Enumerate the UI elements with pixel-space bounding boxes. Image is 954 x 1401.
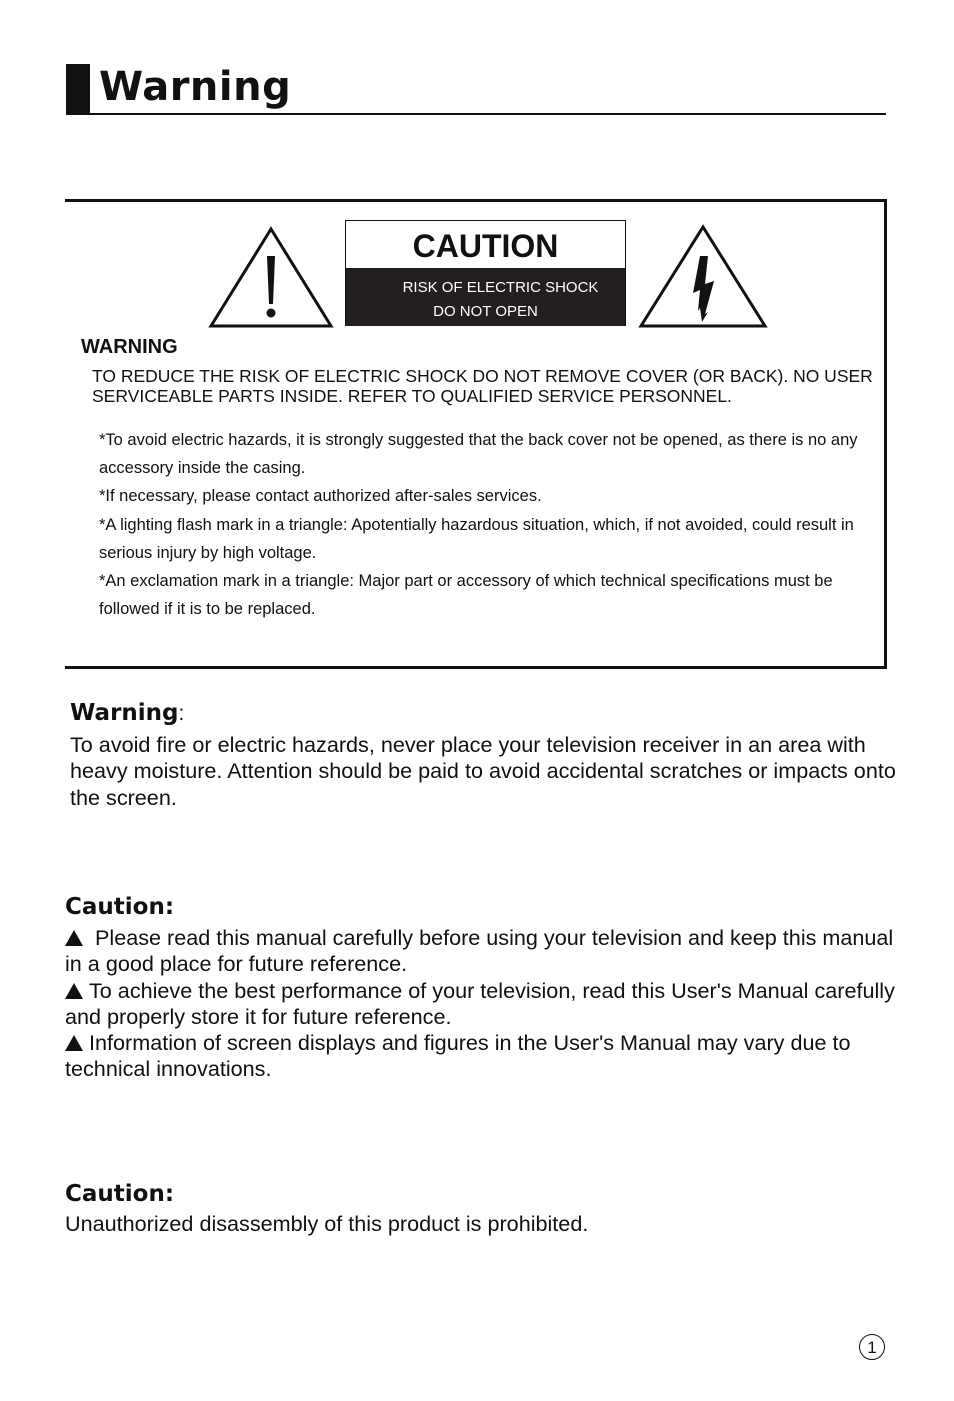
caution-section-1-list [65, 925, 905, 1083]
box-warning-heading: WARNING [81, 336, 178, 358]
exclamation-triangle-icon [208, 226, 334, 330]
caution-label-title: CAUTION [412, 228, 559, 264]
caution-label-line1: RISK OF ELECTRIC SHOCK [402, 279, 599, 296]
warning-heading-colon: : [178, 702, 185, 725]
caution-section-2-heading: Caution: [65, 1181, 175, 1207]
box-note: *To avoid electric hazards, it is strongly suggested that the back cover not be opened, as there is no any accessory inside the casing. [99, 431, 858, 478]
warning-section-text: To avoid fire or electric hazards, never place your television receiver in an area with heavy moisture. Attention should be paid to avoid accidental scratches or impacts onto the screen. [70, 732, 896, 810]
lightning-triangle-icon [638, 224, 768, 330]
caution-item-text: Information of screen displays and figures in the User's Manual may vary due to technical innovations. [65, 1030, 851, 1082]
caution-item [65, 925, 905, 978]
caution-section-2-text: Unauthorized disassembly of this product is prohibited. [65, 1211, 589, 1236]
page-number: 1 [859, 1334, 885, 1360]
triangle-bullet-icon [65, 930, 83, 946]
box-warning-text: TO REDUCE THE RISK OF ELECTRIC SHOCK DO NOT REMOVE COVER (OR BACK). NO USER SERVICEABLE PARTS INSIDE. REFER TO QUALIFIED SERVICE PERSONNEL. [92, 366, 873, 406]
caution-item [65, 978, 905, 1031]
caution-section-1-heading: Caution: [65, 894, 175, 920]
triangle-bullet-icon [65, 983, 83, 999]
triangle-bullet-icon [65, 1035, 83, 1051]
caution-item-text: To achieve the best performance of your television, read this User's Manual carefully and properly store it for future reference. [65, 977, 895, 1029]
page-title: Warning [99, 64, 292, 110]
caution-label-band [346, 268, 625, 326]
caution-label [345, 220, 626, 326]
caution-label-line2: DO NOT OPEN [433, 303, 538, 320]
box-notes [99, 426, 874, 623]
warning-section-heading [70, 700, 184, 726]
header-bar-decoration [66, 64, 90, 114]
header-divider [66, 113, 886, 115]
box-note: *A lighting flash mark in a triangle: Apotentially hazardous situation, which, if not avoided, could result in serious injury by high voltage. [99, 515, 854, 562]
caution-item [65, 1030, 905, 1083]
box-note: *An exclamation mark in a triangle: Major part or accessory of which technical specifications must be followed if it is to be replaced. [99, 572, 833, 619]
caution-item-text: Please read this manual carefully before using your television and keep this manual in a good place for future reference. [65, 925, 894, 977]
box-note: *If necessary, please contact authorized after-sales services. [99, 487, 542, 506]
warning-heading-text: Warning [70, 700, 179, 726]
